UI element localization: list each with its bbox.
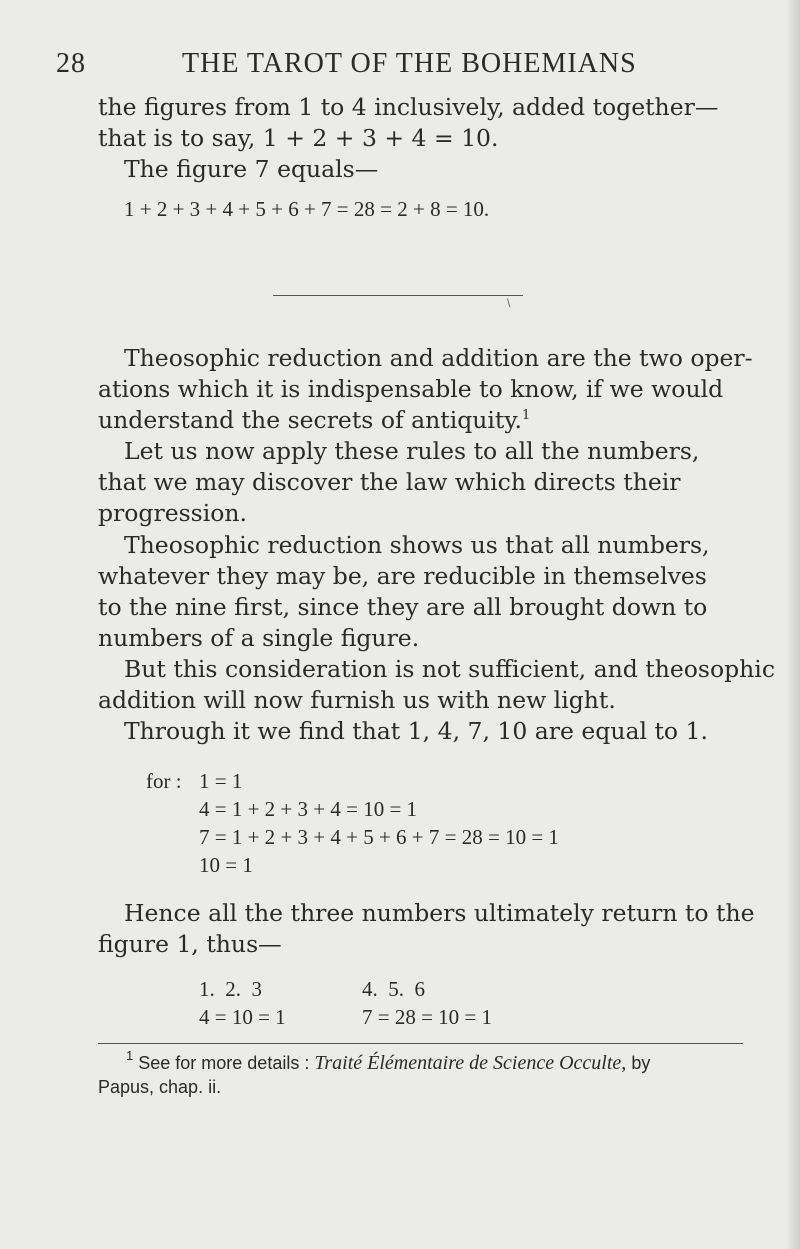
footnote-suffix: by	[631, 1053, 651, 1073]
footnote-reference: 1	[522, 408, 531, 423]
footnote-rule	[98, 1043, 743, 1044]
text-line: the figures from 1 to 4 inclusively, added together—	[98, 93, 719, 121]
page-number: 28	[56, 48, 86, 79]
text-line: addition will now furnish us with new light.	[98, 686, 616, 714]
page-edge-shadow	[786, 0, 800, 1249]
text-line: whatever they may be, are reducible in themselves	[98, 562, 707, 590]
text-line: ations which it is indispensable to know, if we would	[98, 375, 724, 403]
table-cell: 1. 2. 3	[199, 977, 262, 1001]
text-line: Through it we find that 1, 4, 7, 10 are equal to 1.	[124, 717, 708, 745]
running-title: THE TAROT OF THE BOHEMIANS	[182, 48, 637, 79]
text-line: Let us now apply these rules to all the numbers,	[124, 437, 700, 465]
text-line: Theosophic reduction shows us that all numbers,	[124, 531, 710, 559]
text-line: Hence all the three numbers ultimately return to the	[124, 899, 755, 927]
equation-line: 1 = 1	[199, 769, 243, 793]
text-segment: understand the secrets of antiquity.	[98, 406, 522, 434]
text-line: progression.	[98, 499, 247, 527]
table-cell: 7 = 28 = 10 = 1	[362, 1005, 493, 1029]
text-line	[98, 405, 530, 436]
text-line: The figure 7 equals—	[124, 155, 379, 183]
equation-line: 10 = 1	[199, 853, 253, 877]
footnote-prefix: See for more details :	[138, 1053, 310, 1073]
equation-line: 4 = 1 + 2 + 3 + 4 = 10 = 1	[199, 797, 418, 821]
stray-mark: \	[507, 296, 511, 310]
footnote-line: Papus, chap. ii.	[98, 1077, 222, 1097]
text-line: that we may discover the law which directs their	[98, 468, 681, 496]
table-cell: 4. 5. 6	[362, 977, 425, 1001]
text-line: numbers of a single figure.	[98, 624, 420, 652]
equation-line: 7 = 1 + 2 + 3 + 4 + 5 + 6 + 7 = 28 = 10 = 1	[199, 825, 559, 849]
table-cell: 4 = 10 = 1	[199, 1005, 286, 1029]
text-line: But this consideration is not sufficient, and theosophic	[124, 655, 775, 683]
for-label: for :	[146, 769, 182, 793]
text-line: Theosophic reduction and addition are the two oper-	[124, 344, 753, 372]
footnote-work-title: Traité Élémentaire de Science Occulte,	[314, 1052, 627, 1074]
equation-line: 1 + 2 + 3 + 4 + 5 + 6 + 7 = 28 = 2 + 8 = 10.	[124, 197, 490, 221]
text-line: that is to say, 1 + 2 + 3 + 4 = 10.	[98, 124, 499, 152]
footnote	[126, 1048, 651, 1075]
section-divider	[273, 295, 523, 296]
footnote-marker: 1	[126, 1048, 134, 1063]
text-line: figure 1, thus—	[98, 930, 282, 958]
text-line: to the nine first, since they are all brought down to	[98, 593, 708, 621]
